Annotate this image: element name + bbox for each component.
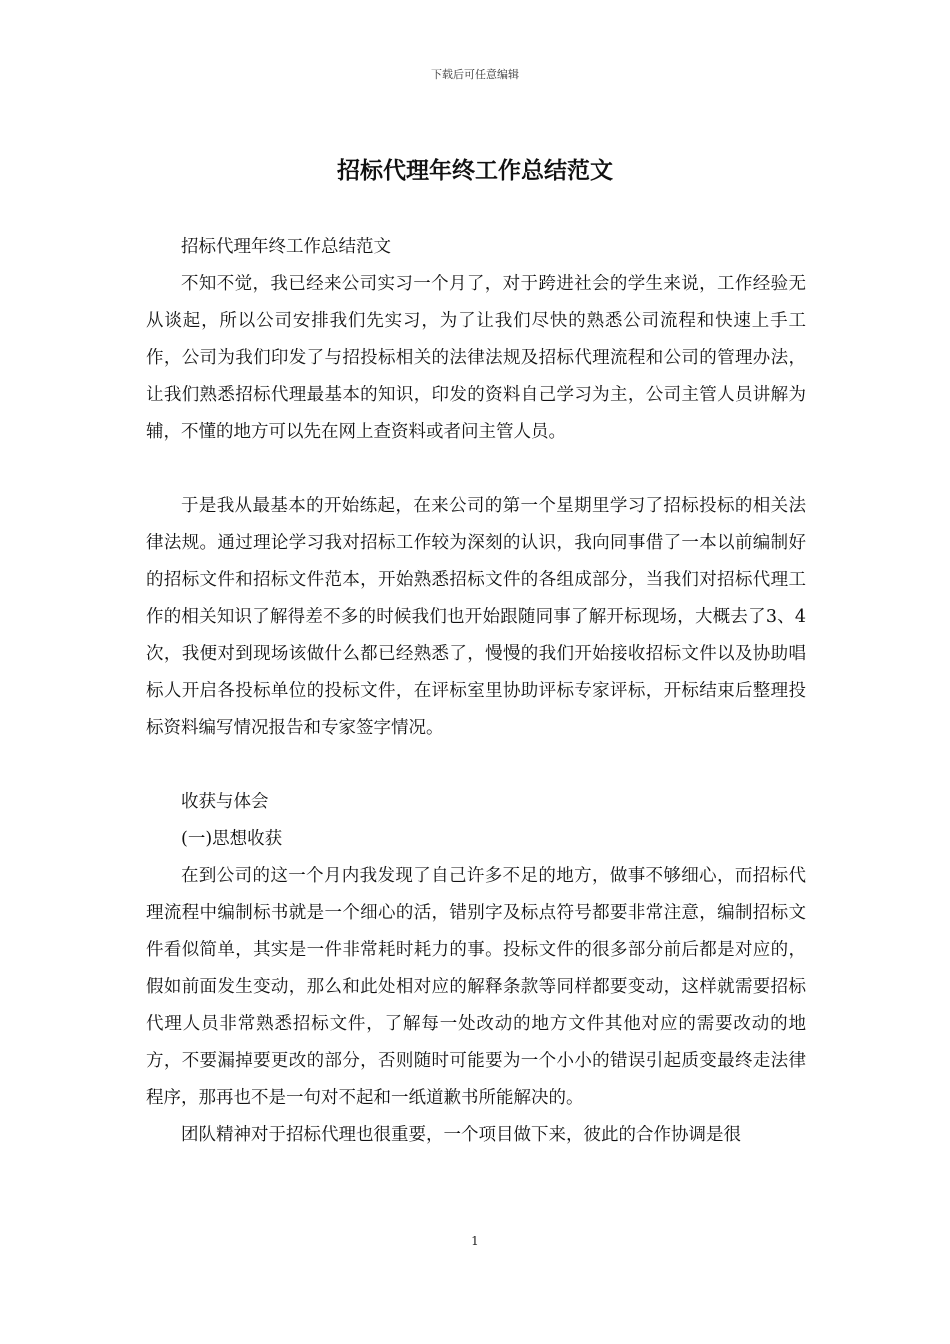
paragraph-spacer (146, 747, 806, 784)
subsection-heading: (一)思想收获 (181, 829, 283, 849)
paragraph-subtitle: 招标代理年终工作总结范文 (181, 237, 391, 257)
paragraph: 不知不觉，我已经来公司实习一个月了，对于跨进社会的学生来说，工作经验无从谈起，所以公司安排我们先实习，为了让我们尽快的熟悉公司流程和快速上手工作，公司为我们印发了与招投标相关的法律法规及招标代理流程和公司的管理办法，让我们熟悉招标代理最基本的知识，印发的资料自己学习为主，公司主管人员讲解为辅，不懂的地方可以先在网上查资料或者问主管人员。 (146, 274, 806, 442)
paragraph: 于是我从最基本的开始练起，在来公司的第一个星期里学习了招标投标的相关法律法规。通过理论学习我对招标工作较为深刻的认识，我向同事借了一本以前编制好的招标文件和招标文件范本，开始熟悉招标文件的各组成部分，当我们对招标代理工作的相关知识了解得差不多的时候我们也开始跟随同事了解开标现场，大概去了3、4次，我便对到现场该做什么都已经熟悉了，慢慢的我们开始接收招标文件以及协助唱标人开启各投标单位的投标文件，在评标室里协助评标专家评标，开标结束后整理投标资料编写情况报告和专家签字情况。 (146, 496, 806, 738)
section-heading: 收获与体会 (181, 792, 269, 812)
paragraph: 在到公司的这一个月内我发现了自己许多不足的地方，做事不够细心，而招标代理流程中编制标书就是一个细心的活，错别字及标点符号都要非常注意，编制招标文件看似简单，其实是一件非常耗时耗力的事。投标文件的很多部分前后都是对应的，假如前面发生变动，那么和此处相对应的解释条款等同样都要变动，这样就需要招标代理人员非常熟悉招标文件，了解每一处改动的地方文件其他对应的需要改动的地方，不要漏掉要更改的部分，否则随时可能要为一个小小的错误引起质变最终走法律程序，那再也不是一句对不起和一纸道歉书所能解决的。 (146, 866, 806, 1108)
paragraph-spacer (146, 451, 806, 488)
document-body (146, 229, 806, 1154)
paragraph: 团队精神对于招标代理也很重要，一个项目做下来，彼此的合作协调是很 (181, 1125, 741, 1145)
page-number: 1 (471, 1234, 479, 1248)
document-title: 招标代理年终工作总结范文 (337, 157, 613, 184)
header-note: 下载后可任意编辑 (431, 68, 519, 81)
